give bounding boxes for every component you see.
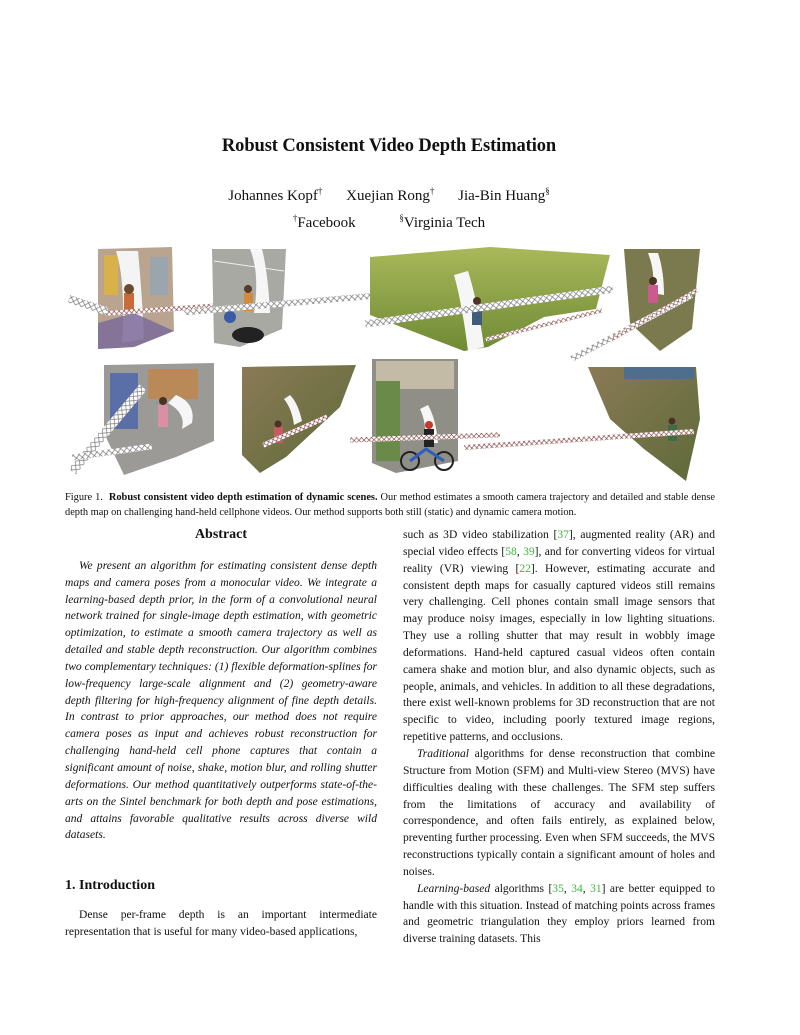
depth-panel-leaf-lawn (464, 367, 700, 481)
section-heading: 1. Introduction (65, 878, 155, 894)
citation-link[interactable]: 39 (523, 545, 535, 558)
affiliation: §Virginia Tech (399, 213, 486, 231)
right-column (403, 527, 715, 948)
figure-caption: Figure 1. Robust consistent video depth estimation of dynamic scenes. Our method estimates a smooth camera trajectory and detailed and stable dense depth map on challenging hand-held cellphone videos. Our method supports both still (static) and dynamic camera motion. (65, 492, 715, 518)
depth-panel-parking-lot (184, 249, 374, 347)
depth-panel-grass-field (365, 247, 614, 351)
depth-panel-playroom (68, 247, 226, 349)
teaser-figure (64, 243, 714, 483)
depth-panel-playground (69, 363, 214, 475)
citation-link[interactable]: 35 (552, 882, 564, 895)
paragraph: Dense per-frame depth is an important intermediate representation that is useful for many video-based applications, (65, 909, 377, 938)
author: Johannes Kopf† (228, 186, 323, 204)
depth-panel-autumn-lawn (242, 365, 356, 473)
affiliation: †Facebook (292, 213, 356, 231)
author: Xuejian Rong† (346, 186, 435, 204)
citation-link[interactable]: 31 (590, 882, 602, 895)
citation-link[interactable]: 22 (519, 562, 531, 575)
paragraph: such as 3D video stabilization [37], augmented reality (AR) and special video effects [58, 39], and for converting videos for virtual reality (VR) viewing [22]. However, estimating accurate and consistent depth maps for casually captured videos still remains very challenging. Cell phones contain small image sensors that may produce noisy images, especially in low lighting situations. They use a rolling shutter that may result in wobbly image deformations. Hand-held captured casual videos often contain camera shake and motion blur, and also dynamic objects, such as people, animals, and vehicles. In addition to all these degradations, there exist well-known problems for 3D reconstruction that are not specific to video, including poorly textured image regions, repetitive patterns, and occlusions. (403, 529, 715, 744)
paragraph: Learning-based algorithms [35, 34, 31] are better equipped to handle with this situation. Instead of matching points across frames and geometric triangulation they employ priors learned from diverse training datasets. This (403, 882, 715, 946)
citation-link[interactable]: 34 (571, 882, 583, 895)
author: Jia-Bin Huang§ (458, 186, 550, 204)
affiliation-list (0, 213, 778, 232)
citation-link[interactable]: 58 (505, 545, 517, 558)
depth-panel-driveway-bicycle (350, 359, 500, 473)
paper-title: Robust Consistent Video Depth Estimation (221, 136, 557, 156)
abstract-heading: Abstract (194, 527, 248, 542)
citation-link[interactable]: 37 (557, 529, 569, 541)
paragraph: Traditional algorithms for dense reconstruction that combine Structure from Motion (SFM) and Multi-view Stereo (MVS) have difficulties dealing with these challenges. The SFM step suffers from the limitations of accuracy and availability of correspondence, and often fails entirely, as explained below, preventing further processing. Even when SFM succeeds, the MVS reconstructions typically contain a significant amount of holes and noises. (403, 747, 715, 878)
author-list (0, 186, 778, 205)
left-column (65, 527, 377, 941)
abstract-text: We present an algorithm for estimating consistent dense depth maps and camera poses from a monocular video. We integrate a learning-based depth prior, in the form of a convolutional neural network trained for single-image depth estimation, with geometric optimization, to estimate a smooth camera trajectory as well as detailed and stable depth reconstruction. Our algorithm combines two complementary techniques: (1) flexible deformation-splines for low-frequency large-scale alignment and (2) geometry-aware depth filtering for high-frequency alignment of fine depth details. In contrast to prior approaches, our method does not require camera poses as input and achieves robust reconstruction for challenging hand-held cell phone captures that contain a significant amount of noise, shake, motion blur, and rolling shutter deformations. Our method quantitatively outperforms state-of-the-arts on the Sintel benchmark for both depth and pose estimations, and attains favorable qualitative results across diverse wild datasets. (65, 559, 377, 842)
